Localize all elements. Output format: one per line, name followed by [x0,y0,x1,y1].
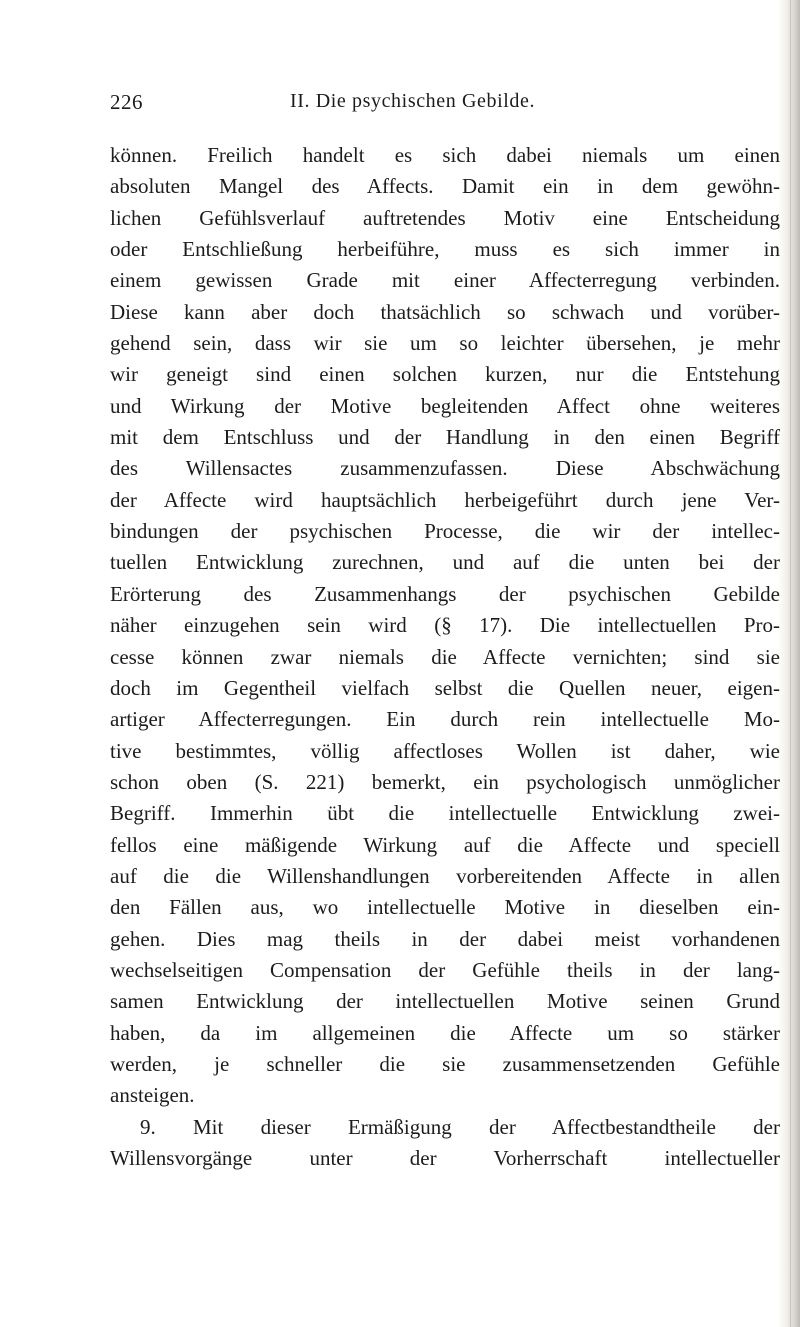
body-text [110,140,780,1174]
text-line: oder Entschließung herbeiführe, muss es sich immer in [110,237,780,262]
text-line: bindungen der psychischen Processe, die wir der intellec- [110,519,780,544]
text-line: gehend sein, dass wir sie um so leichter übersehen, je mehr [110,331,780,356]
text-line: näher einzugehen sein wird (§ 17). Die intellectuellen Pro- [110,613,780,638]
text-line: einem gewissen Grade mit einer Affecterregung verbinden. [110,268,780,293]
text-line: und Wirkung der Motive begleitenden Affect ohne weiteres [110,393,780,418]
text-line: wechselseitigen Compensation der Gefühle theils in der lang- [110,957,780,982]
text-line: haben, da im allgemeinen die Affecte um so stärker [110,1020,780,1045]
text-line: Begriff. Immerhin übt die intellectuelle Entwicklung zwei- [110,801,780,826]
text-line: samen Entwicklung der intellectuellen Motive seinen Grund [110,989,780,1014]
text-line: des Willensactes zusammenzufassen. Diese Abschwächung [110,456,780,481]
page-edge-line [790,0,791,1327]
text-line: fellos eine mäßigende Wirkung auf die Affecte und speciell [110,832,780,857]
text-line: können. Freilich handelt es sich dabei niemals um einen [110,143,780,167]
text-line: artiger Affecterregungen. Ein durch rein intellectuelle Mo- [110,707,780,732]
text-line: lichen Gefühlsverlauf auftretendes Motiv eine Entscheidung [110,205,780,230]
text-line: ansteigen. [110,1083,195,1108]
text-line: doch im Gegentheil vielfach selbst die Quellen neuer, eigen- [110,675,780,700]
text-line: cesse können zwar niemals die Affecte vernichten; sind sie [110,644,780,669]
text-line: werden, je schneller die sie zusammensetzenden Gefühle [110,1051,780,1076]
text-line: tuellen Entwicklung zurechnen, und auf die unten bei der [110,550,780,575]
paragraph-2 [110,1112,780,1175]
text-line: der Affecte wird hauptsächlich herbeigeführt durch jene Ver- [110,487,780,512]
text-line: 9. Mit dieser Ermäßigung der Affectbestandtheile der [140,1114,780,1139]
text-line: Erörterung des Zusammenhangs der psychischen Gebilde [110,581,780,606]
text-line: den Fällen aus, wo intellectuelle Motive in dieselben ein- [110,895,780,920]
running-head: II. Die psychischen Gebilde. [290,90,536,112]
page-edge-shadow [778,0,800,1327]
text-line: Willensvorgänge unter der Vorherrschaft intellectueller [110,1146,780,1170]
text-line: mit dem Entschluss und der Handlung in den einen Begriff [110,425,780,450]
text-line: gehen. Dies mag theils in der dabei meist vorhandenen [110,926,780,951]
text-line: tive bestimmtes, völlig affectloses Wollen ist daher, wie [110,738,780,763]
text-line: wir geneigt sind einen solchen kurzen, nur die Entstehung [110,362,780,387]
text-line: absoluten Mangel des Affects. Damit ein in dem gewöhn- [110,174,780,199]
page-header [110,90,770,120]
text-line: auf die die Willenshandlungen vorbereitenden Affecte in allen [110,863,780,888]
paragraph-1 [110,140,780,1112]
page-number: 226 [110,90,143,114]
text-line: schon oben (S. 221) bemerkt, ein psychologisch unmöglicher [110,769,780,794]
text-line: Diese kann aber doch thatsächlich so schwach und vorüber- [110,299,780,324]
